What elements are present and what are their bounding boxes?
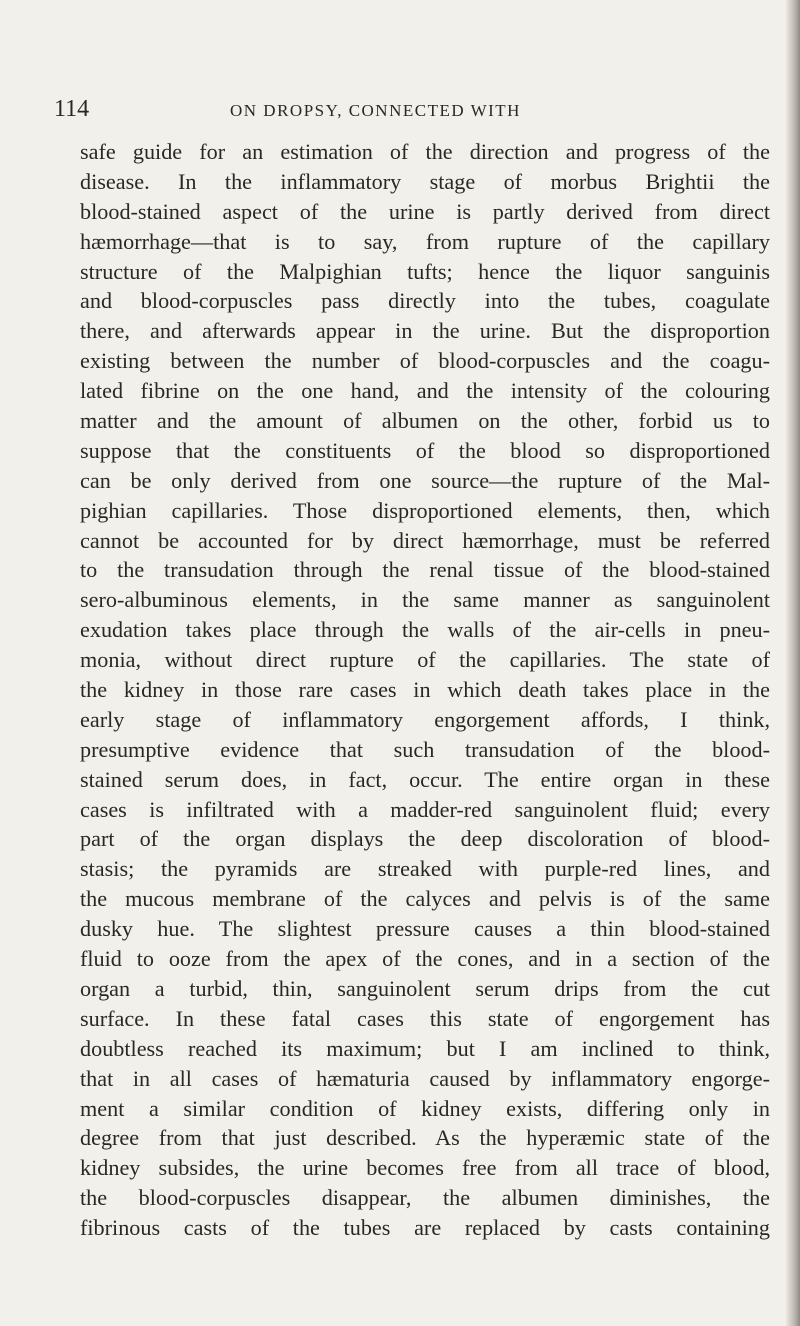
text-line: doubtless reached its maximum; but I am inclined to think,	[80, 1035, 770, 1061]
text-line: structure of the Malpighian tufts; hence the liquor sanguinis	[80, 258, 770, 284]
text-line: monia, without direct rupture of the capillaries. The state of	[80, 647, 770, 673]
text-line: suppose that the constituents of the blood so disproportioned	[80, 437, 770, 463]
text-line: early stage of inflammatory engorgement affords, I think,	[80, 706, 770, 732]
text-line: exudation takes place through the walls of the air-cells in pneu-	[80, 617, 770, 643]
text-line: can be only derived from one source—the rupture of the Mal-	[80, 467, 770, 493]
text-line: fluid to ooze from the apex of the cones, and in a section of the	[80, 946, 770, 972]
text-line: fibrinous casts of the tubes are replaced by casts containing	[80, 1215, 770, 1241]
page-number: 114	[54, 96, 90, 122]
text-line: the mucous membrane of the calyces and pelvis is of the same	[80, 886, 770, 912]
page-header	[54, 96, 774, 126]
page-edge-shadow	[786, 0, 800, 1326]
text-line: hæmorrhage—that is to say, from rupture of the capillary	[80, 228, 770, 254]
text-line: pighian capillaries. Those disproportioned elements, then, which	[80, 497, 770, 523]
text-line: dusky hue. The slightest pressure causes a thin blood-stained	[80, 916, 770, 942]
text-line: degree from that just described. As the hyperæmic state of the	[80, 1125, 770, 1151]
text-line: the kidney in those rare cases in which death takes place in the	[80, 677, 770, 703]
text-line: cases is infiltrated with a madder-red sanguinolent fluid; every	[80, 796, 770, 822]
text-line: stained serum does, in fact, occur. The entire organ in these	[80, 766, 770, 792]
text-line: that in all cases of hæmaturia caused by inflammatory engorge-	[80, 1065, 770, 1091]
text-line: cannot be accounted for by direct hæmorrhage, must be referred	[80, 527, 770, 553]
text-line: organ a turbid, thin, sanguinolent serum drips from the cut	[80, 975, 770, 1001]
text-line: blood-stained aspect of the urine is partly derived from direct	[80, 198, 770, 224]
running-title: ON DROPSY, CONNECTED WITH	[230, 101, 521, 120]
text-line: there, and afterwards appear in the urine. But the disproportion	[80, 318, 770, 344]
text-line: safe guide for an estimation of the direction and progress of the	[80, 139, 770, 164]
text-line: presumptive evidence that such transudation of the blood-	[80, 736, 770, 762]
text-line: sero-albuminous elements, in the same manner as sanguinolent	[80, 587, 770, 613]
text-line: surface. In these fatal cases this state of engorgement has	[80, 1005, 770, 1031]
text-line: and blood-corpuscles pass directly into the tubes, coagulate	[80, 288, 770, 314]
text-line: the blood-corpuscles disappear, the albumen diminishes, the	[80, 1185, 770, 1211]
text-line: ment a similar condition of kidney exists, differing only in	[80, 1095, 770, 1121]
text-line: disease. In the inflammatory stage of morbus Brightii the	[80, 168, 770, 194]
text-line: stasis; the pyramids are streaked with purple-red lines, and	[80, 856, 770, 882]
text-line: kidney subsides, the urine becomes free from all trace of blood,	[80, 1155, 770, 1181]
text-line: lated fibrine on the one hand, and the intensity of the colouring	[80, 378, 770, 404]
text-line: part of the organ displays the deep discoloration of blood-	[80, 826, 770, 852]
text-line: matter and the amount of albumen on the other, forbid us to	[80, 408, 770, 434]
text-line: to the transudation through the renal tissue of the blood-stained	[80, 557, 770, 583]
text-line: existing between the number of blood-corpuscles and the coagu-	[80, 348, 770, 374]
body-text	[80, 137, 770, 1243]
